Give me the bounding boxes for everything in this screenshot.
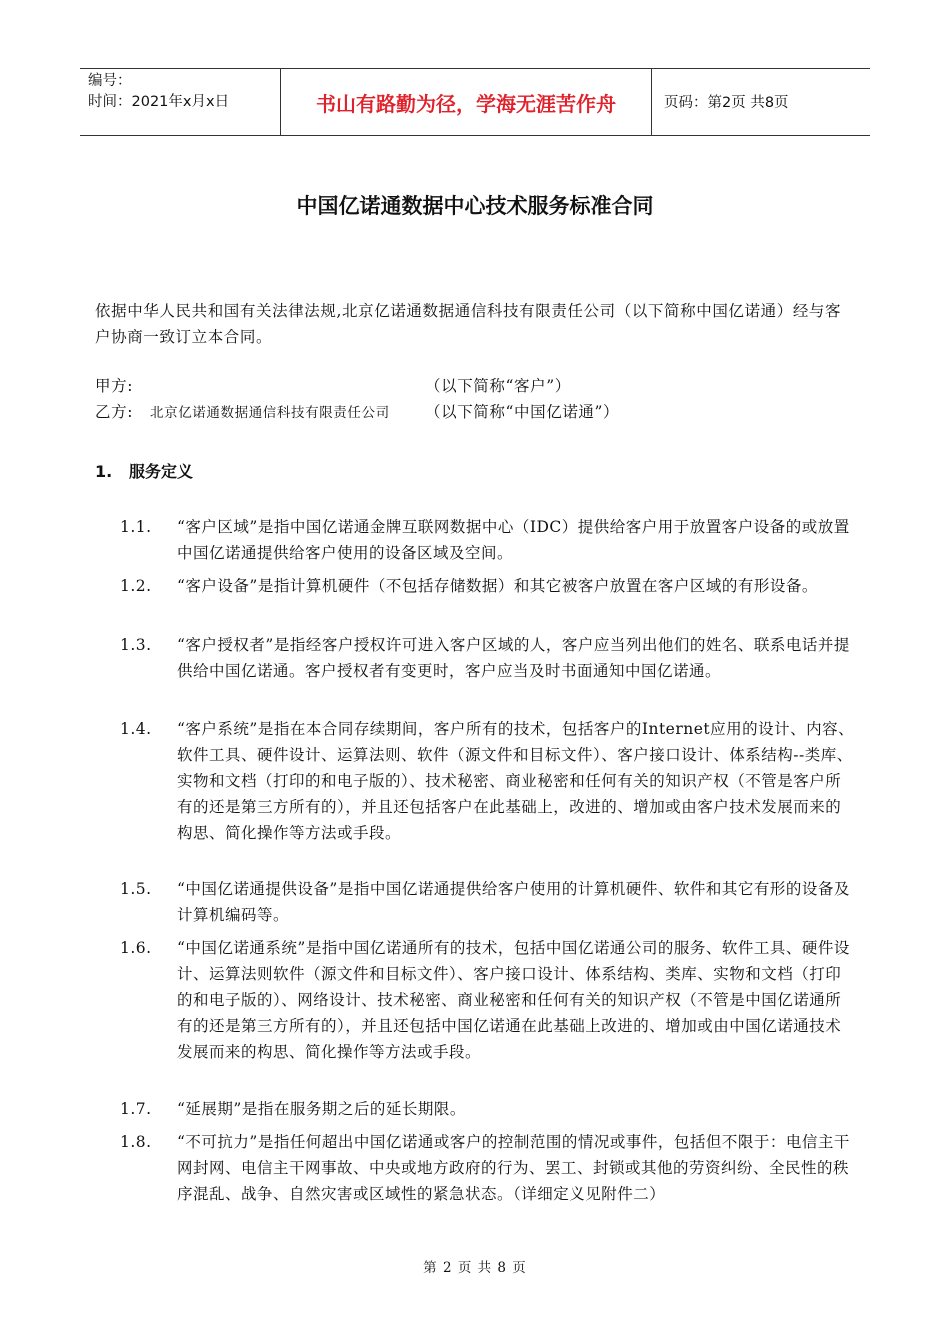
- item-number: 1.4.: [120, 720, 152, 738]
- party-a: [95, 374, 571, 396]
- party-b: [95, 400, 620, 422]
- item-text: “中国亿诺通提供设备”是指中国亿诺通提供给客户使用的计算机硬件、软件和其它有形的设备及计算机编码等。: [177, 880, 850, 924]
- item-text: “不可抗力”是指任何超出中国亿诺通或客户的控制范围的情况或事件，包括但不限于：电信主干网封网、电信主干网事故、中央或地方政府的行为、罢工、封锁或其他的劳资纠纷、全民性的秩序混乱、战争、自然灾害或区域性的紧急状态。（详细定义见附件二）: [177, 1133, 850, 1203]
- document-title: 中国亿诺通数据中心技术服务标准合同: [296, 194, 654, 218]
- party-b-note: （以下简称“中国亿诺通”）: [425, 403, 620, 421]
- definition-item: [120, 876, 855, 928]
- section-title: 服务定义: [129, 462, 194, 481]
- party-b-label: 乙方:: [95, 403, 134, 421]
- header-meta: [88, 71, 278, 113]
- page-header: [80, 68, 870, 136]
- serial-label: 编号：: [88, 73, 132, 89]
- definition-item: [120, 573, 855, 599]
- definition-item: [120, 716, 855, 846]
- section-heading: [95, 459, 193, 482]
- definition-item: [120, 935, 855, 1065]
- item-number: 1.2.: [120, 577, 152, 595]
- intro-paragraph: 依据中华人民共和国有关法律法规,北京亿诺通数据通信科技有限责任公司（以下简称中国亿诺通）经与客户协商一致订立本合同。: [95, 302, 842, 346]
- motto: 书山有路勤为径，学海无涯苦作舟: [316, 91, 616, 116]
- item-number: 1.7.: [120, 1100, 152, 1118]
- definition-item: [120, 632, 855, 684]
- item-text: “客户授权者”是指经客户授权许可进入客户区域的人，客户应当列出他们的姓名、联系电话并提供给中国亿诺通。客户授权者有变更时，客户应当及时书面通知中国亿诺通。: [177, 636, 850, 680]
- definition-item: [120, 514, 855, 566]
- item-number: 1.1.: [120, 518, 152, 536]
- page-footer: 第 2 页 共 8 页: [423, 1260, 527, 1276]
- item-text: “客户设备”是指计算机硬件（不包括存储数据）和其它被客户放置在客户区域的有形设备。: [177, 577, 818, 595]
- item-number: 1.8.: [120, 1133, 152, 1151]
- item-number: 1.6.: [120, 939, 152, 957]
- time-label: 时间：2021年x月x日: [88, 94, 230, 110]
- item-text: “客户系统”是指在本合同存续期间，客户所有的技术，包括客户的Internet应用的设计、内容、软件工具、硬件设计、运算法则、软件（源文件和目标文件）、客户接口设计、体系结构--类库、实物和文档（打印的和电子版的）、技术秘密、商业秘密和任何有关的知识产权（不管是客户所有的还是第三方所有的），并且还包括客户在此基础上，改进的、增加或由客户技术发展而来的构思、简化操作等方法或手段。: [177, 720, 855, 842]
- item-number: 1.3.: [120, 636, 152, 654]
- item-text: “客户区域”是指中国亿诺通金牌互联网数据中心（IDC）提供给客户用于放置客户设备的或放置中国亿诺通提供给客户使用的设备区域及空间。: [177, 518, 850, 562]
- motto-cell: [280, 69, 652, 135]
- definition-item: [120, 1129, 855, 1207]
- definition-item: [120, 1096, 855, 1122]
- item-text: “中国亿诺通系统”是指中国亿诺通所有的技术，包括中国亿诺通公司的服务、软件工具、硬件设计、运算法则软件（源文件和目标文件）、客户接口设计、体系结构、类库、实物和文档（打印的和电子版的）、网络设计、技术秘密、商业秘密和任何有关的知识产权（不管是中国亿诺通所有的还是第三方所有的），并且还包括中国亿诺通在此基础上改进的、增加或由中国亿诺通技术发展而来的构思、简化操作等方法或手段。: [177, 939, 850, 1061]
- party-a-note: （以下简称“客户”）: [425, 377, 571, 395]
- party-a-label: 甲方:: [95, 377, 134, 395]
- item-text: “延展期”是指在服务期之后的延长期限。: [177, 1100, 466, 1118]
- page-number-label: 页码：第2页 共8页: [664, 95, 789, 111]
- party-b-company: 北京亿诺通数据通信科技有限责任公司: [150, 405, 390, 421]
- section-number: 1.: [95, 462, 113, 481]
- item-number: 1.5.: [120, 880, 152, 898]
